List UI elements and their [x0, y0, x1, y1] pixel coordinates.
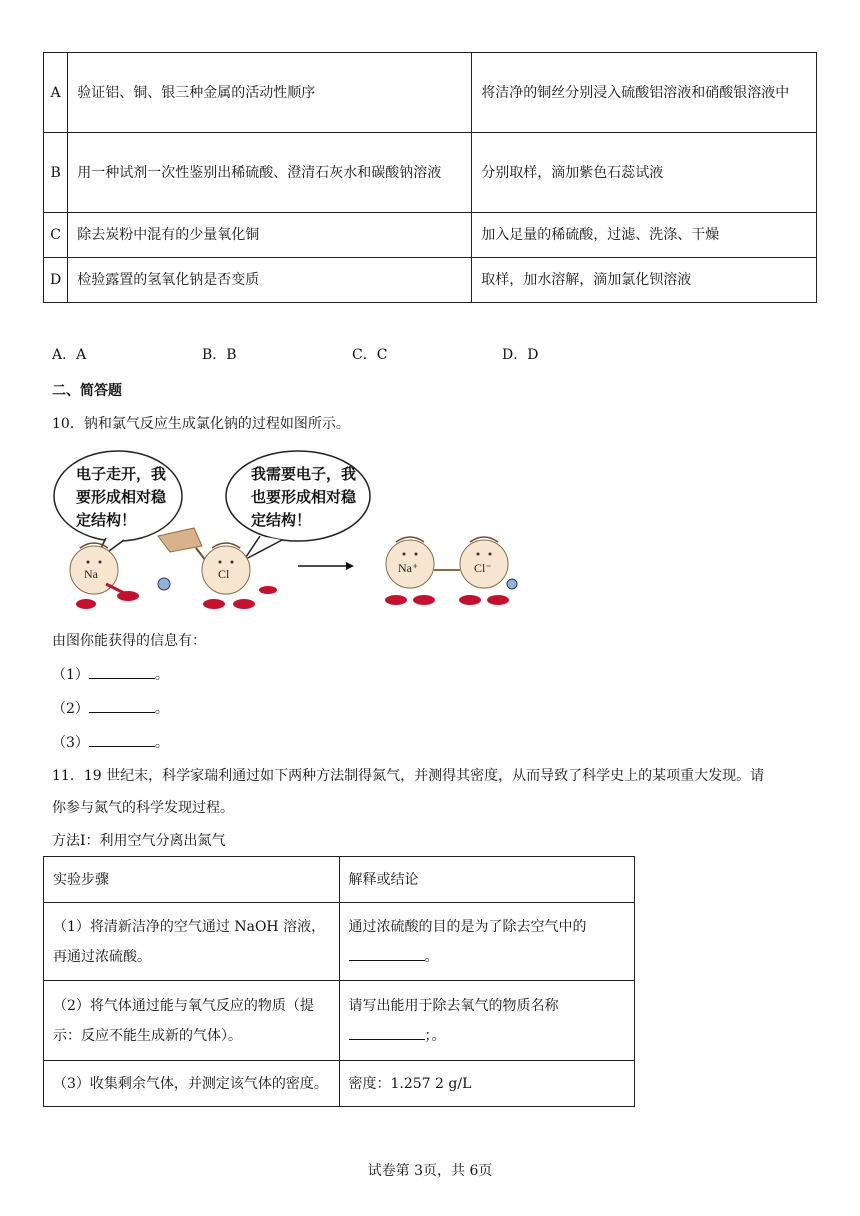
row-key: C [44, 213, 68, 258]
period: 。 [154, 701, 169, 717]
step-text: （1）将清新洁净的空气通过 NaOH 溶液， [53, 918, 326, 935]
conclusion-text: 通过浓硫酸的目的是为了除去空气中的 [348, 918, 587, 935]
chlorine-atom-character [202, 543, 277, 609]
answer-line-3[interactable] [52, 732, 169, 752]
question-10-stem: 10．钠和氯气反应生成氯化钠的过程如图所示。 [52, 416, 350, 432]
experiment-table [43, 856, 635, 1107]
info-prompt: 由图你能获得的信息有： [52, 633, 206, 649]
question-11-stem-line2: 你参与氮气的科学发现过程。 [52, 800, 234, 816]
conclusion-text: 请写出能用于除去氧气的物质名称 [348, 997, 559, 1014]
section-heading: 二、简答题 [52, 383, 122, 399]
row-key: B [44, 133, 68, 213]
table-row [44, 53, 817, 133]
na-ion-label: Na⁺ [398, 561, 419, 575]
blank-label: （3） [52, 735, 89, 751]
arrow-head-icon [346, 562, 354, 570]
page-footer: 试卷第 3页，共 6页 [367, 1163, 493, 1179]
row-method: 分别取样，滴加紫色石蕊试液 [472, 133, 817, 213]
method-1-heading: 方法I：利用空气分离出氮气 [52, 833, 226, 849]
conclusion-cell [339, 903, 635, 981]
table-header-row [44, 857, 635, 903]
period: 。 [154, 735, 169, 751]
row-key: D [44, 258, 68, 303]
bubble-na-line1: 电子走开，我 [76, 465, 167, 483]
row-purpose: 除去炭粉中混有的少量氧化铜 [68, 213, 472, 258]
option-d[interactable]: D．D [502, 347, 539, 363]
blank-label: （1） [52, 667, 89, 683]
option-a[interactable]: A．A [52, 347, 87, 363]
table-row [44, 213, 817, 258]
row-method: 加入足量的稀硫酸，过滤、洗涤、干燥 [472, 213, 817, 258]
bubble-na-line2: 要形成相对稳 [76, 488, 167, 506]
answer-blank[interactable] [349, 948, 425, 961]
answer-options [52, 344, 752, 366]
table-row [44, 981, 635, 1061]
period: 。 [424, 948, 439, 965]
period: ；。 [424, 1027, 446, 1044]
row-key: A [44, 53, 68, 133]
table-row [44, 133, 817, 213]
conclusion-cell [339, 981, 635, 1061]
question-11-stem-line1: 11．19 世纪末，科学家瑞利通过如下两种方法制得氮气，并测得其密度，从而导致了科学史上的某项重大发现。请 [52, 768, 765, 784]
row-purpose: 验证铝、铜、银三种金属的活动性顺序 [68, 53, 472, 133]
table-row [44, 258, 817, 303]
conclusion-cell: 密度：1.257 2 g/L [339, 1061, 635, 1107]
table-row [44, 1061, 635, 1107]
row-purpose: 用一种试剂一次性鉴别出稀硫酸、澄清石灰水和碳酸钠溶液 [68, 133, 472, 213]
answer-line-2[interactable] [52, 698, 169, 718]
row-method: 将洁净的铜丝分别浸入硫酸铝溶液和硝酸银溶液中 [472, 53, 817, 133]
header-conclusion: 解释或结论 [339, 857, 635, 903]
step-cell [44, 981, 340, 1061]
period: 。 [154, 667, 169, 683]
step-text: （2）将气体通过能与氧气反应的物质（提 [53, 997, 314, 1014]
answer-blank[interactable] [349, 1027, 425, 1040]
step-cell: （3）收集剩余气体，并测定该气体的密度。 [44, 1061, 340, 1107]
bubble-na-line3: 定结构！ [76, 511, 137, 529]
sodium-ion-character [385, 537, 435, 605]
sodium-atom-character [70, 543, 139, 609]
step-text: 再通过浓硫酸。 [53, 948, 151, 965]
bubble-cl-line1: 我需要电子，我 [251, 465, 357, 483]
chloride-ion-character [459, 537, 517, 605]
na-label: Na [84, 567, 98, 581]
blank-label: （2） [52, 701, 89, 717]
table-row [44, 903, 635, 981]
row-purpose: 检验露置的氢氧化钠是否变质 [68, 258, 472, 303]
options-table [43, 52, 817, 303]
header-steps: 实验步骤 [44, 857, 340, 903]
sodium-chlorine-illustration [46, 444, 536, 614]
answer-blank[interactable] [89, 734, 155, 747]
step-cell [44, 903, 340, 981]
answer-line-1[interactable] [52, 664, 169, 684]
row-method: 取样，加水溶解，滴加氯化钡溶液 [472, 258, 817, 303]
cl-ion-label: Cl⁻ [474, 561, 492, 575]
answer-blank[interactable] [89, 666, 155, 679]
cl-label: Cl [218, 567, 230, 581]
answer-blank[interactable] [89, 700, 155, 713]
option-b[interactable]: B．B [202, 347, 237, 363]
option-c[interactable]: C．C [352, 347, 388, 363]
step-text: 示：反应不能生成新的气体）。 [53, 1027, 242, 1044]
bubble-cl-line2: 也要形成相对稳 [251, 488, 357, 506]
bubble-cl-line3: 定结构！ [251, 511, 312, 529]
